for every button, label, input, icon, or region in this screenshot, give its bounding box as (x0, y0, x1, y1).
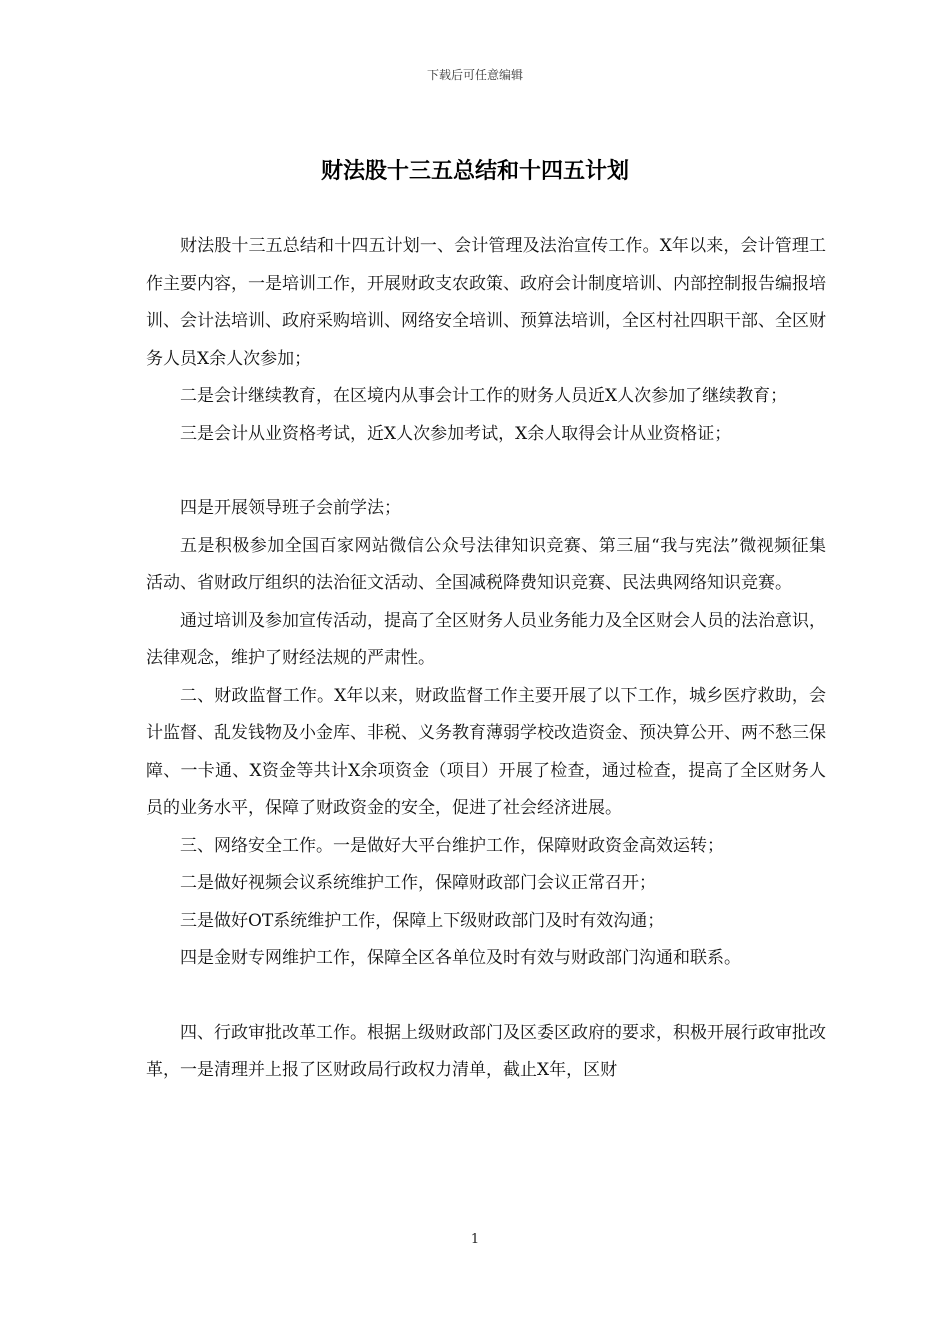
paragraph-financial-supervision: 二、财政监督工作。X年以来，财政监督工作主要开展了以下工作，城乡医疗救助，会计监督、乱发钱物及小金库、非税、义务教育薄弱学校改造资金、预决算公开、两不愁三保障、一卡通、X资金等共计X余项资金（项目）开展了检查，通过检查，提高了全区财务人员的业务水平，保障了财政资金的安全，促进了社会经济进展。 (146, 685, 826, 818)
paragraph-network-security-3: 三是做好OT系统维护工作，保障上下级财政部门及时有效沟通； (180, 910, 665, 931)
paragraph-law-competitions: 五是积极参加全国百家网站微信公众号法律知识竞赛、第三届“我与宪法”微视频征集活动、省财政厅组织的法治征文活动、全国减税降费知识竞赛、民法典网络知识竞赛。 (146, 535, 826, 593)
paragraph-network-security-1: 三、网络安全工作。一是做好大平台维护工作，保障财政资金高效运转； (180, 835, 724, 856)
paragraph-qualification-exam: 三是会计从业资格考试，近X人次参加考试，X余人取得会计从业资格证； (180, 423, 732, 444)
paragraph-network-security-2: 二是做好视频会议系统维护工作，保障财政部门会议正常召开； (180, 873, 656, 893)
header-note: 下载后可任意编辑 (426, 68, 523, 82)
paragraph-training-results: 通过培训及参加宣传活动，提高了全区财务人员业务能力及全区财会人员的法治意识，法律观念，维护了财经法规的严肃性。 (146, 610, 826, 668)
page-number: 1 (470, 1232, 480, 1247)
paragraph-pre-meeting-law-study: 四是开展领导班子会前学法； (180, 498, 401, 518)
paragraph-network-security-4: 四是金财专网维护工作，保障全区各单位及时有效与财政部门沟通和联系。 (180, 948, 741, 968)
document-title: 财法股十三五总结和十四五计划 (320, 158, 629, 184)
document-body (146, 228, 826, 1090)
paragraph-continuing-education: 二是会计继续教育，在区境内从事会计工作的财务人员近X人次参加了继续教育； (180, 386, 788, 406)
paragraph-accounting-training: 财法股十三五总结和十四五计划一、会计管理及法治宣传工作。X年以来，会计管理工作主要内容，一是培训工作，开展财政支农政策、政府会计制度培训、内部控制报告编报培训、会计法培训、政府采购培训、网络安全培训、预算法培训，全区村社四职干部、全区财务人员X余人次参加； (146, 236, 826, 369)
paragraph-administrative-reform: 四、行政审批改革工作。根据上级财政部门及区委区政府的要求，积极开展行政审批改革，一是清理并上报了区财政局行政权力清单，截止X年，区财 (146, 1022, 826, 1080)
